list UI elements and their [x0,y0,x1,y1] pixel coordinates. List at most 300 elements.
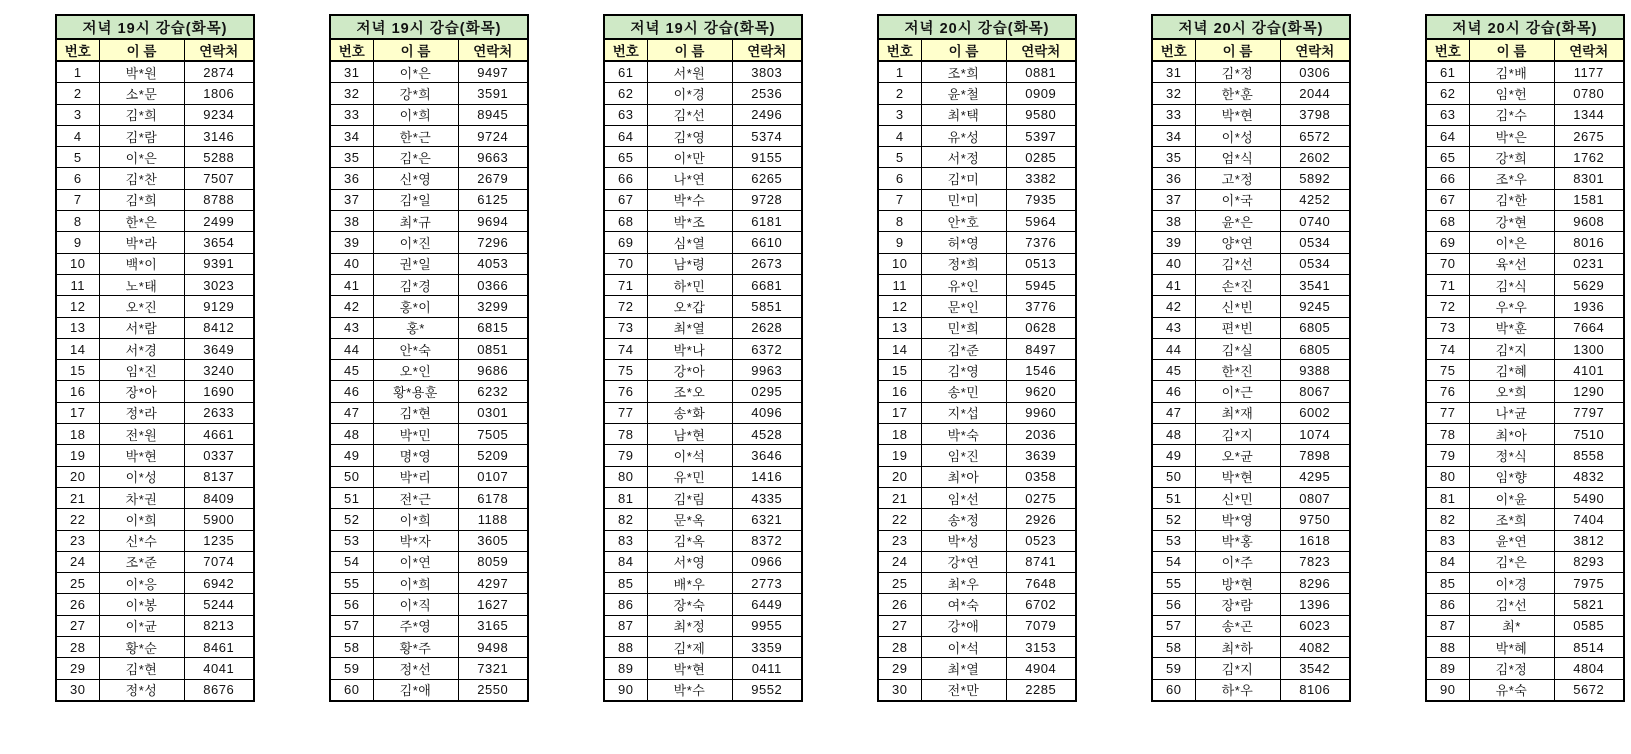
cell-contact: 9552 [732,679,802,701]
cell-contact: 8059 [458,551,528,572]
table-row [1426,189,1624,210]
table-row [1152,317,1350,338]
cell-contact: 9129 [184,296,254,317]
cell-contact: 1074 [1280,424,1350,445]
cell-contact: 8461 [184,637,254,658]
table-row [56,274,254,295]
cell-number: 81 [1426,487,1469,508]
cell-contact: 3153 [1006,637,1076,658]
cell-name: 김*은 [1469,551,1554,572]
cell-contact: 6942 [184,573,254,594]
table-row [56,83,254,104]
cell-contact: 8016 [1554,232,1624,253]
cell-contact: 0851 [458,338,528,359]
cell-name: 이*응 [99,573,184,594]
table-row [604,147,802,168]
cell-number: 27 [878,615,921,636]
cell-contact: 3359 [732,637,802,658]
cell-number: 88 [1426,637,1469,658]
cell-contact: 0337 [184,445,254,466]
table-row [604,487,802,508]
table-row [1152,168,1350,189]
table-row [56,338,254,359]
cell-name: 정*라 [99,402,184,423]
table-row [1152,637,1350,658]
cell-name: 한*은 [99,211,184,232]
cell-contact: 4041 [184,658,254,679]
cell-name: 황*용훈 [373,381,458,402]
table-row [330,615,528,636]
cell-name: 남*령 [647,253,732,274]
cell-number: 82 [1426,509,1469,530]
cell-number: 34 [1152,125,1195,146]
cell-number: 31 [330,61,373,83]
cell-name: 최*아 [1469,424,1554,445]
cell-contact: 9388 [1280,360,1350,381]
cell-number: 21 [56,487,99,508]
cell-number: 57 [1152,615,1195,636]
table-row [56,637,254,658]
cell-contact: 7898 [1280,445,1350,466]
cell-contact: 2773 [732,573,802,594]
table-row [1152,104,1350,125]
cell-number: 64 [1426,125,1469,146]
cell-number: 76 [604,381,647,402]
table-row [330,679,528,701]
cell-name: 김*희 [99,189,184,210]
cell-number: 18 [56,424,99,445]
cell-number: 14 [878,338,921,359]
cell-name: 이*석 [647,445,732,466]
cell-name: 허*영 [921,232,1006,253]
table-row [56,360,254,381]
table-row [1426,317,1624,338]
cell-name: 김*선 [647,104,732,125]
cell-name: 홍*이 [373,296,458,317]
cell-number: 43 [1152,317,1195,338]
table-row [1426,338,1624,359]
cell-number: 24 [56,551,99,572]
cell-name: 박*수 [647,189,732,210]
cell-number: 14 [56,338,99,359]
cell-name: 한*훈 [1195,83,1280,104]
table-row [330,317,528,338]
cell-number: 26 [878,594,921,615]
col-header-name: 이 름 [373,39,458,61]
cell-contact: 1416 [732,466,802,487]
table-row [878,168,1076,189]
cell-number: 50 [1152,466,1195,487]
cell-number: 9 [878,232,921,253]
cell-contact: 9963 [732,360,802,381]
table-row [1426,573,1624,594]
cell-contact: 0585 [1554,615,1624,636]
col-header-contact: 연락처 [1006,39,1076,61]
cell-name: 최* [1469,615,1554,636]
table-row [1152,615,1350,636]
cell-number: 37 [330,189,373,210]
roster-table [1151,14,1351,702]
cell-name: 송*민 [921,381,1006,402]
table-row [330,253,528,274]
cell-name: 신*민 [1195,487,1280,508]
cell-name: 백*이 [99,253,184,274]
table-row [330,466,528,487]
cell-contact: 6572 [1280,125,1350,146]
cell-number: 19 [56,445,99,466]
table-row [330,509,528,530]
table-row [56,445,254,466]
table-row [878,104,1076,125]
cell-name: 김*옥 [647,530,732,551]
table-row [56,402,254,423]
cell-name: 조*희 [1469,509,1554,530]
cell-number: 90 [604,679,647,701]
cell-number: 20 [878,466,921,487]
cell-contact: 5490 [1554,487,1624,508]
cell-number: 55 [330,573,373,594]
cell-number: 8 [56,211,99,232]
cell-contact: 0909 [1006,83,1076,104]
cell-contact: 6449 [732,594,802,615]
cell-name: 박*라 [99,232,184,253]
cell-contact: 3299 [458,296,528,317]
cell-contact: 3803 [732,61,802,83]
cell-name: 김*혜 [1469,360,1554,381]
table-row [604,61,802,83]
cell-name: 노*태 [99,274,184,295]
cell-contact: 1581 [1554,189,1624,210]
cell-contact: 7648 [1006,573,1076,594]
cell-number: 62 [604,83,647,104]
cell-name: 양*연 [1195,232,1280,253]
table-row [878,615,1076,636]
table-row [56,296,254,317]
cell-contact: 1235 [184,530,254,551]
cell-number: 78 [604,424,647,445]
cell-name: 서*람 [99,317,184,338]
table-row [1426,402,1624,423]
cell-contact: 2536 [732,83,802,104]
cell-name: 이*봉 [99,594,184,615]
cell-contact: 3591 [458,83,528,104]
table-row [330,487,528,508]
cell-name: 이*희 [373,573,458,594]
cell-number: 53 [330,530,373,551]
cell-number: 21 [878,487,921,508]
cell-contact: 2602 [1280,147,1350,168]
table-row [1152,679,1350,701]
cell-contact: 3605 [458,530,528,551]
cell-number: 48 [330,424,373,445]
table-row [604,360,802,381]
table-row [330,360,528,381]
cell-contact: 1396 [1280,594,1350,615]
table-row [604,594,802,615]
cell-name: 김*준 [921,338,1006,359]
cell-number: 68 [1426,211,1469,232]
table-row [878,509,1076,530]
cell-contact: 3776 [1006,296,1076,317]
table-row [1426,466,1624,487]
cell-name: 이*연 [373,551,458,572]
table-row [1152,274,1350,295]
col-header-name: 이 름 [1195,39,1280,61]
table-row [56,658,254,679]
table-row [330,61,528,83]
cell-contact: 9620 [1006,381,1076,402]
cell-contact: 4295 [1280,466,1350,487]
cell-contact: 5629 [1554,274,1624,295]
cell-number: 9 [56,232,99,253]
cell-number: 28 [878,637,921,658]
cell-name: 서*경 [99,338,184,359]
roster-table [1425,14,1625,702]
cell-name: 이*균 [99,615,184,636]
col-header-number: 번호 [56,39,99,61]
cell-name: 주*영 [373,615,458,636]
table-row [604,296,802,317]
cell-name: 송*곤 [1195,615,1280,636]
table-row [330,637,528,658]
cell-name: 이*성 [99,466,184,487]
cell-number: 31 [1152,61,1195,83]
cell-contact: 8409 [184,487,254,508]
cell-number: 65 [604,147,647,168]
cell-contact: 6681 [732,274,802,295]
cell-name: 이*은 [99,147,184,168]
cell-name: 서*정 [921,147,1006,168]
table-title: 저녁 19시 강습(화목) [56,15,254,39]
table-row [1152,61,1350,83]
table-row [604,211,802,232]
table-row [1426,168,1624,189]
cell-name: 김*애 [373,679,458,701]
table-title: 저녁 20시 강습(화목) [878,15,1076,39]
table-row [330,573,528,594]
table-row [1426,551,1624,572]
cell-name: 이*만 [647,147,732,168]
cell-name: 안*숙 [373,338,458,359]
table-row [1426,509,1624,530]
cell-name: 조*준 [99,551,184,572]
cell-contact: 9608 [1554,211,1624,232]
cell-contact: 3146 [184,125,254,146]
cell-contact: 8676 [184,679,254,701]
cell-number: 38 [330,211,373,232]
cell-name: 박*원 [99,61,184,83]
cell-name: 김*식 [1469,274,1554,295]
cell-name: 이*은 [1469,232,1554,253]
cell-name: 최*택 [921,104,1006,125]
cell-contact: 9234 [184,104,254,125]
cell-contact: 7510 [1554,424,1624,445]
cell-name: 이*윤 [1469,487,1554,508]
cell-contact: 0534 [1280,253,1350,274]
cell-number: 50 [330,466,373,487]
cell-number: 83 [1426,530,1469,551]
cell-contact: 9497 [458,61,528,83]
table-row [56,189,254,210]
table-row [878,402,1076,423]
cell-name: 소*문 [99,83,184,104]
table-row [878,338,1076,359]
cell-number: 6 [56,168,99,189]
cell-contact: 3812 [1554,530,1624,551]
table-row [604,274,802,295]
cell-contact: 3541 [1280,274,1350,295]
cell-name: 지*섭 [921,402,1006,423]
table-row [604,402,802,423]
table-row [878,679,1076,701]
cell-contact: 9155 [732,147,802,168]
cell-contact: 8741 [1006,551,1076,572]
table-row [330,232,528,253]
cell-contact: 9694 [458,211,528,232]
cell-name: 이*경 [1469,573,1554,594]
cell-contact: 6372 [732,338,802,359]
table-row [330,381,528,402]
cell-name: 김*미 [921,168,1006,189]
table-row [1426,211,1624,232]
cell-contact: 9663 [458,147,528,168]
cell-contact: 6002 [1280,402,1350,423]
table-row [56,253,254,274]
cell-number: 51 [330,487,373,508]
cell-name: 문*인 [921,296,1006,317]
cell-number: 89 [1426,658,1469,679]
table-row [1426,487,1624,508]
cell-contact: 7404 [1554,509,1624,530]
cell-name: 전*만 [921,679,1006,701]
cell-name: 한*진 [1195,360,1280,381]
cell-contact: 7975 [1554,573,1624,594]
cell-name: 명*영 [373,445,458,466]
cell-contact: 1936 [1554,296,1624,317]
cell-name: 이*경 [647,83,732,104]
cell-number: 82 [604,509,647,530]
cell-contact: 3639 [1006,445,1076,466]
cell-name: 정*식 [1469,445,1554,466]
cell-number: 79 [604,445,647,466]
cell-contact: 7296 [458,232,528,253]
table-row [604,658,802,679]
table-row [604,551,802,572]
cell-number: 58 [330,637,373,658]
cell-name: 박*조 [647,211,732,232]
cell-name: 이*희 [373,509,458,530]
cell-number: 13 [56,317,99,338]
col-header-name: 이 름 [99,39,184,61]
cell-number: 39 [1152,232,1195,253]
cell-contact: 0740 [1280,211,1350,232]
table-row [56,61,254,83]
cell-contact: 2633 [184,402,254,423]
cell-name: 박*현 [99,445,184,466]
cell-contact: 7074 [184,551,254,572]
cell-number: 40 [330,253,373,274]
cell-contact: 4101 [1554,360,1624,381]
cell-number: 81 [604,487,647,508]
cell-name: 강*희 [1469,147,1554,168]
table-row [330,402,528,423]
cell-contact: 8412 [184,317,254,338]
table-row [604,466,802,487]
table-row [878,296,1076,317]
col-header-contact: 연락처 [184,39,254,61]
cell-name: 박*민 [373,424,458,445]
cell-number: 35 [1152,147,1195,168]
cell-number: 15 [878,360,921,381]
table-row [1152,125,1350,146]
cell-name: 김*림 [647,487,732,508]
cell-number: 74 [1426,338,1469,359]
cell-number: 84 [1426,551,1469,572]
table-row [1426,637,1624,658]
cell-number: 23 [56,530,99,551]
cell-name: 강*아 [647,360,732,381]
table-row [878,530,1076,551]
cell-number: 7 [878,189,921,210]
cell-number: 1 [56,61,99,83]
cell-name: 황*주 [373,637,458,658]
table-row [1426,125,1624,146]
cell-contact: 0275 [1006,487,1076,508]
cell-name: 김*제 [647,637,732,658]
cell-contact: 8372 [732,530,802,551]
cell-contact: 9498 [458,637,528,658]
cell-number: 87 [604,615,647,636]
table-row [604,530,802,551]
table-row [1426,424,1624,445]
cell-name: 방*현 [1195,573,1280,594]
cell-number: 41 [1152,274,1195,295]
cell-number: 76 [1426,381,1469,402]
cell-contact: 5397 [1006,125,1076,146]
cell-contact: 9728 [732,189,802,210]
cell-number: 37 [1152,189,1195,210]
table-row [1426,147,1624,168]
cell-name: 김*찬 [99,168,184,189]
cell-name: 박*현 [647,658,732,679]
cell-number: 17 [878,402,921,423]
cell-number: 24 [878,551,921,572]
cell-number: 45 [1152,360,1195,381]
table-row [1152,253,1350,274]
cell-name: 오*균 [1195,445,1280,466]
table-row [330,168,528,189]
cell-name: 김*선 [1469,594,1554,615]
table-row [878,466,1076,487]
cell-contact: 8301 [1554,168,1624,189]
cell-contact: 0411 [732,658,802,679]
table-row [330,338,528,359]
cell-contact: 3165 [458,615,528,636]
table-row [604,509,802,530]
table-row [56,594,254,615]
table-row [878,487,1076,508]
cell-number: 79 [1426,445,1469,466]
table-row [1152,658,1350,679]
table-row [604,168,802,189]
table-row [1152,445,1350,466]
cell-name: 김*현 [99,658,184,679]
table-row [604,381,802,402]
cell-number: 58 [1152,637,1195,658]
cell-number: 85 [1426,573,1469,594]
cell-number: 77 [1426,402,1469,423]
cell-contact: 0306 [1280,61,1350,83]
